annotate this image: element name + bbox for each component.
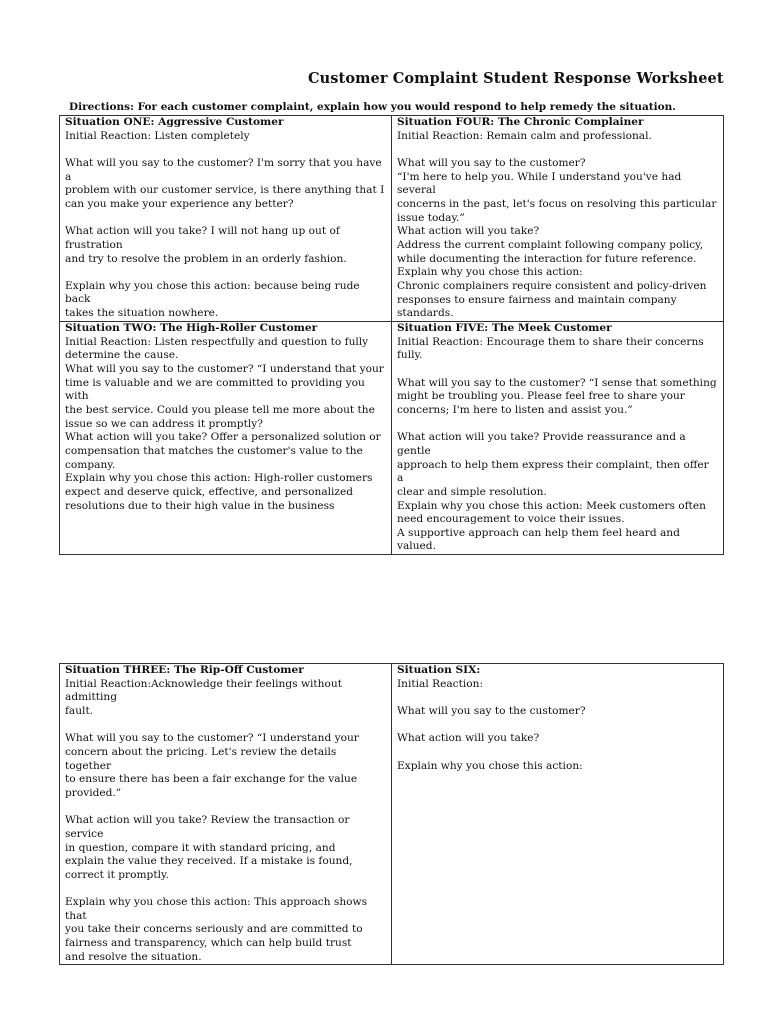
situation-title: Situation FIVE: The Meek Customer [397, 322, 612, 334]
situation-text-line: What will you say to the customer? [397, 704, 586, 717]
situation-text-line: concerns in the past, let's focus on resolving this particular [397, 197, 717, 210]
situation-text-line: “I'm here to help you. While I understand you've had several [397, 170, 682, 197]
situation-text-line: clear and simple resolution. [397, 485, 547, 498]
situation-text-line: Explain why you chose this action: [397, 759, 583, 772]
blank-line [65, 266, 385, 280]
situation-text-line: explain the value they received. If a mistake is found, [65, 855, 353, 868]
situation-title: Situation TWO: The High-Roller Customer [65, 322, 318, 334]
situation-text-line: issue today.” [397, 211, 465, 224]
situation-text-line: determine the cause. [65, 349, 179, 362]
situation-text-line: compensation that matches the customer's value to the [65, 444, 363, 457]
situation-text-line: correct it promptly. [65, 868, 169, 881]
situation-text-line: can you make your experience any better? [65, 197, 294, 210]
situation-text-line: provided.” [65, 786, 122, 799]
situation-text-line: to ensure there has been a fair exchange for the value [65, 773, 358, 786]
situations-table-top [59, 115, 724, 555]
situation-cell [392, 664, 724, 965]
blank-line [397, 719, 717, 733]
situation-text-line: fairness and transparency, which can help build trust [65, 937, 352, 950]
situation-text-line: What action will you take? Provide reassurance and a gentle [397, 431, 686, 457]
situation-text-line: Initial Reaction: Listen completely [65, 129, 250, 142]
situation-text-line: might be troubling you. Please feel free to share your [397, 390, 685, 403]
blank-line [397, 746, 717, 760]
situation-text-line: Explain why you chose this action: Meek customers often [397, 499, 706, 512]
situation-text-line: while documenting the interaction for future reference. [397, 252, 697, 265]
situation-text-line: time is valuable and we are committed to providing you with [65, 376, 365, 403]
situation-title: Situation SIX: [397, 664, 481, 676]
blank-line [397, 691, 717, 705]
blank-line [65, 719, 385, 733]
blank-line [397, 363, 717, 377]
situation-text-line: resolutions due to their high value in the business [65, 499, 335, 512]
situation-text-line: What will you say to the customer? I'm sorry that you have a [65, 156, 382, 183]
directions-text: Directions: For each customer complaint, explain how you would respond to help remedy the situation. [69, 101, 676, 113]
situation-text-line: What action will you take? Review the transaction or service [65, 814, 350, 840]
situation-text-line: Initial Reaction: Remain calm and professional. [397, 129, 652, 142]
worksheet-title: Customer Complaint Student Response Worksheet [308, 70, 724, 87]
situation-text-line: What will you say to the customer? “I sense that something [397, 376, 717, 389]
blank-line [65, 212, 385, 226]
blank-line [397, 418, 717, 432]
situation-cell [60, 116, 392, 322]
situation-text-line: What will you say to the customer? “I understand that your [65, 362, 384, 375]
situation-text-line: Address the current complaint following company policy, [397, 238, 704, 251]
situation-text-line: expect and deserve quick, effective, and personalized [65, 485, 354, 498]
situation-text-line: approach to help them express their complaint, then offer a [397, 458, 709, 485]
situation-text-line: issue so we can address it promptly? [65, 417, 263, 430]
situation-text-line: Explain why you chose this action: [397, 266, 583, 279]
situation-text-line: What action will you take? Offer a personalized solution or [65, 431, 381, 444]
situation-text-line: Explain why you chose this action: High-roller customers [65, 472, 373, 485]
situation-text-line: Explain why you chose this action: because being rude back [65, 279, 360, 306]
situation-cell [392, 116, 724, 322]
situation-cell [60, 664, 392, 965]
situation-text-line: in question, compare it with standard pricing, and [65, 841, 336, 854]
situation-text-line: takes the situation nowhere. [65, 307, 219, 320]
situation-title: Situation FOUR: The Chronic Complainer [397, 116, 644, 128]
situation-text-line: and try to resolve the problem in an orderly fashion. [65, 252, 347, 265]
situation-text-line: Initial Reaction: Encourage them to share their concerns fully. [397, 335, 704, 362]
situation-text-line: What will you say to the customer? “I understand your [65, 732, 359, 745]
situation-text-line: What will you say to the customer? [397, 156, 586, 169]
situation-text-line: fault. [65, 704, 94, 717]
situation-text-line: What action will you take? [397, 732, 540, 745]
situation-text-line: Initial Reaction:Acknowledge their feelings without admitting [65, 677, 342, 704]
situation-text-line: and resolve the situation. [65, 950, 202, 963]
situation-text-line: What action will you take? I will not hang up out of frustration [65, 225, 340, 251]
situation-text-line: Explain why you chose this action: This approach shows that [65, 896, 368, 922]
situation-text-line: concern about the pricing. Let's review the details together [65, 745, 337, 772]
situation-text-line: Initial Reaction: [397, 677, 484, 690]
blank-line [65, 143, 385, 157]
situation-text-line: Chronic complainers require consistent and policy-driven [397, 279, 707, 292]
situation-text-line: problem with our customer service, is there anything that I [65, 184, 385, 197]
situation-text-line: standards. [397, 307, 454, 320]
situation-cell [60, 322, 392, 555]
situation-text-line: responses to ensure fairness and maintain company [397, 293, 677, 306]
situation-text-line: need encouragement to voice their issues. [397, 513, 625, 526]
situations-table-bottom [59, 663, 724, 965]
situation-cell [392, 322, 724, 555]
situation-title: Situation ONE: Aggressive Customer [65, 116, 284, 128]
situation-text-line: the best service. Could you please tell me more about the [65, 403, 375, 416]
situation-text-line: concerns; I'm here to listen and assist you.” [397, 403, 633, 416]
situation-text-line: What action will you take? [397, 225, 540, 238]
situation-text-line: A supportive approach can help them feel heard and valued. [397, 526, 680, 553]
situation-title: Situation THREE: The Rip-Off Customer [65, 664, 304, 676]
blank-line [65, 882, 385, 896]
blank-line [65, 801, 385, 815]
situation-text-line: you take their concerns seriously and are committed to [65, 923, 363, 936]
situation-text-line: company. [65, 458, 116, 471]
blank-line [397, 143, 717, 157]
situation-text-line: Initial Reaction: Listen respectfully and question to fully [65, 335, 369, 348]
